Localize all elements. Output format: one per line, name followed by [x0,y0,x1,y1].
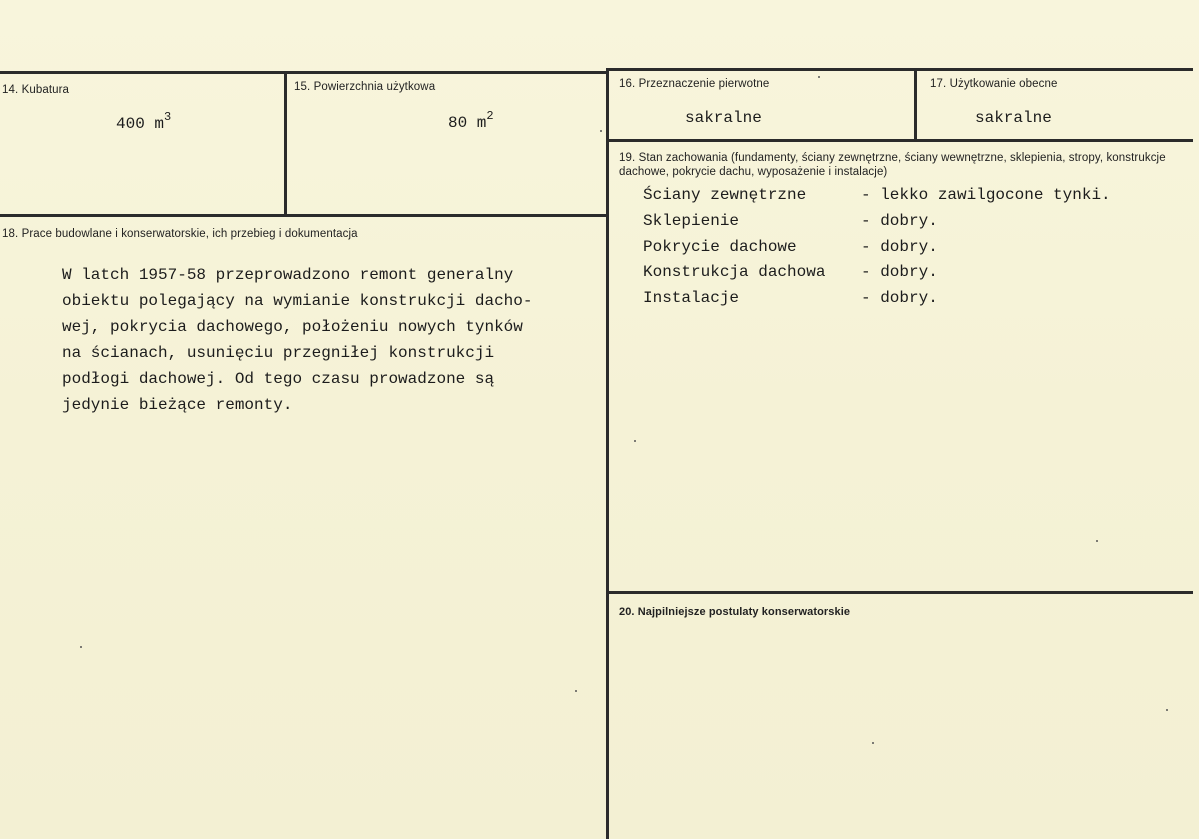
paper-speck [600,130,602,132]
condition-status: - dobry. [861,238,938,256]
condition-status: - dobry. [861,289,938,307]
powierzchnia-exponent: 2 [486,109,494,123]
paper-speck [80,646,82,648]
paper-speck [1166,709,1168,711]
condition-element: Ściany zewnętrzne [643,186,807,204]
condition-element: Sklepienie [643,212,740,230]
section-17-value: sakralne [975,109,1052,127]
section-14-label: 14. Kubatura [2,84,70,96]
condition-status: - lekko zawilgocone tynki. [861,186,1111,204]
section-15-label: 15. Powierzchnia użytkowa [294,81,436,93]
rule-mid-left [0,214,608,217]
section-17-label: 17. Użytkowanie obecne [930,78,1058,90]
rule-top-right [608,68,1193,71]
rule-v-center [606,68,609,839]
condition-status: - dobry. [861,263,938,281]
section-16-value: sakralne [685,109,762,127]
paper-speck [575,690,577,692]
condition-status: - dobry. [861,212,938,230]
text-line: W latch 1957-58 przeprowadzono remont generalny [62,266,514,284]
text-line: wej, pokrycia dachowego, położeniu nowych tynków [62,318,523,336]
powierzchnia-value: 80 m [448,114,487,132]
paper-speck [872,742,874,744]
kubatura-exponent: 3 [164,110,172,124]
rule-mid-right [608,139,1193,142]
section-20-label: 20. Najpilniejsze postulaty konserwatorskie [619,606,851,618]
text-line: podłogi dachowej. Od tego czasu prowadzone są [62,370,495,388]
paper-speck [634,440,636,442]
kubatura-value: 400 m [116,115,165,133]
text-line: na ścianach, usunięciu przegniłej konstrukcji [62,344,495,362]
section-14-value [116,110,171,133]
text-line: obiektu polegający na wymianie konstrukcji dacho- [62,292,533,310]
condition-element: Konstrukcja dachowa [643,263,826,281]
section-18-label: 18. Prace budowlane i konserwatorskie, ich przebieg i dokumentacja [2,228,358,240]
section-16-label: 16. Przeznaczenie pierwotne [619,78,770,90]
rule-lower-right [608,591,1193,594]
rule-top-left [0,71,608,74]
rule-v-16-17 [914,68,917,141]
section-15-value [448,109,494,132]
rule-v-14-15 [284,71,287,216]
text-line: jedynie bieżące remonty. [62,396,293,414]
condition-element: Pokrycie dachowe [643,238,797,256]
condition-element: Instalacje [643,289,740,307]
paper-speck [1096,540,1098,542]
paper-speck [818,76,820,78]
section-19-label: 19. Stan zachowania (fundamenty, ściany zewnętrzne, ściany wewnętrzne, sklepienia, stropy, konstrukcje dachowe, pokrycie dachu, wyposażenie i instalacje) [619,152,1166,178]
section-18-text [62,262,532,418]
